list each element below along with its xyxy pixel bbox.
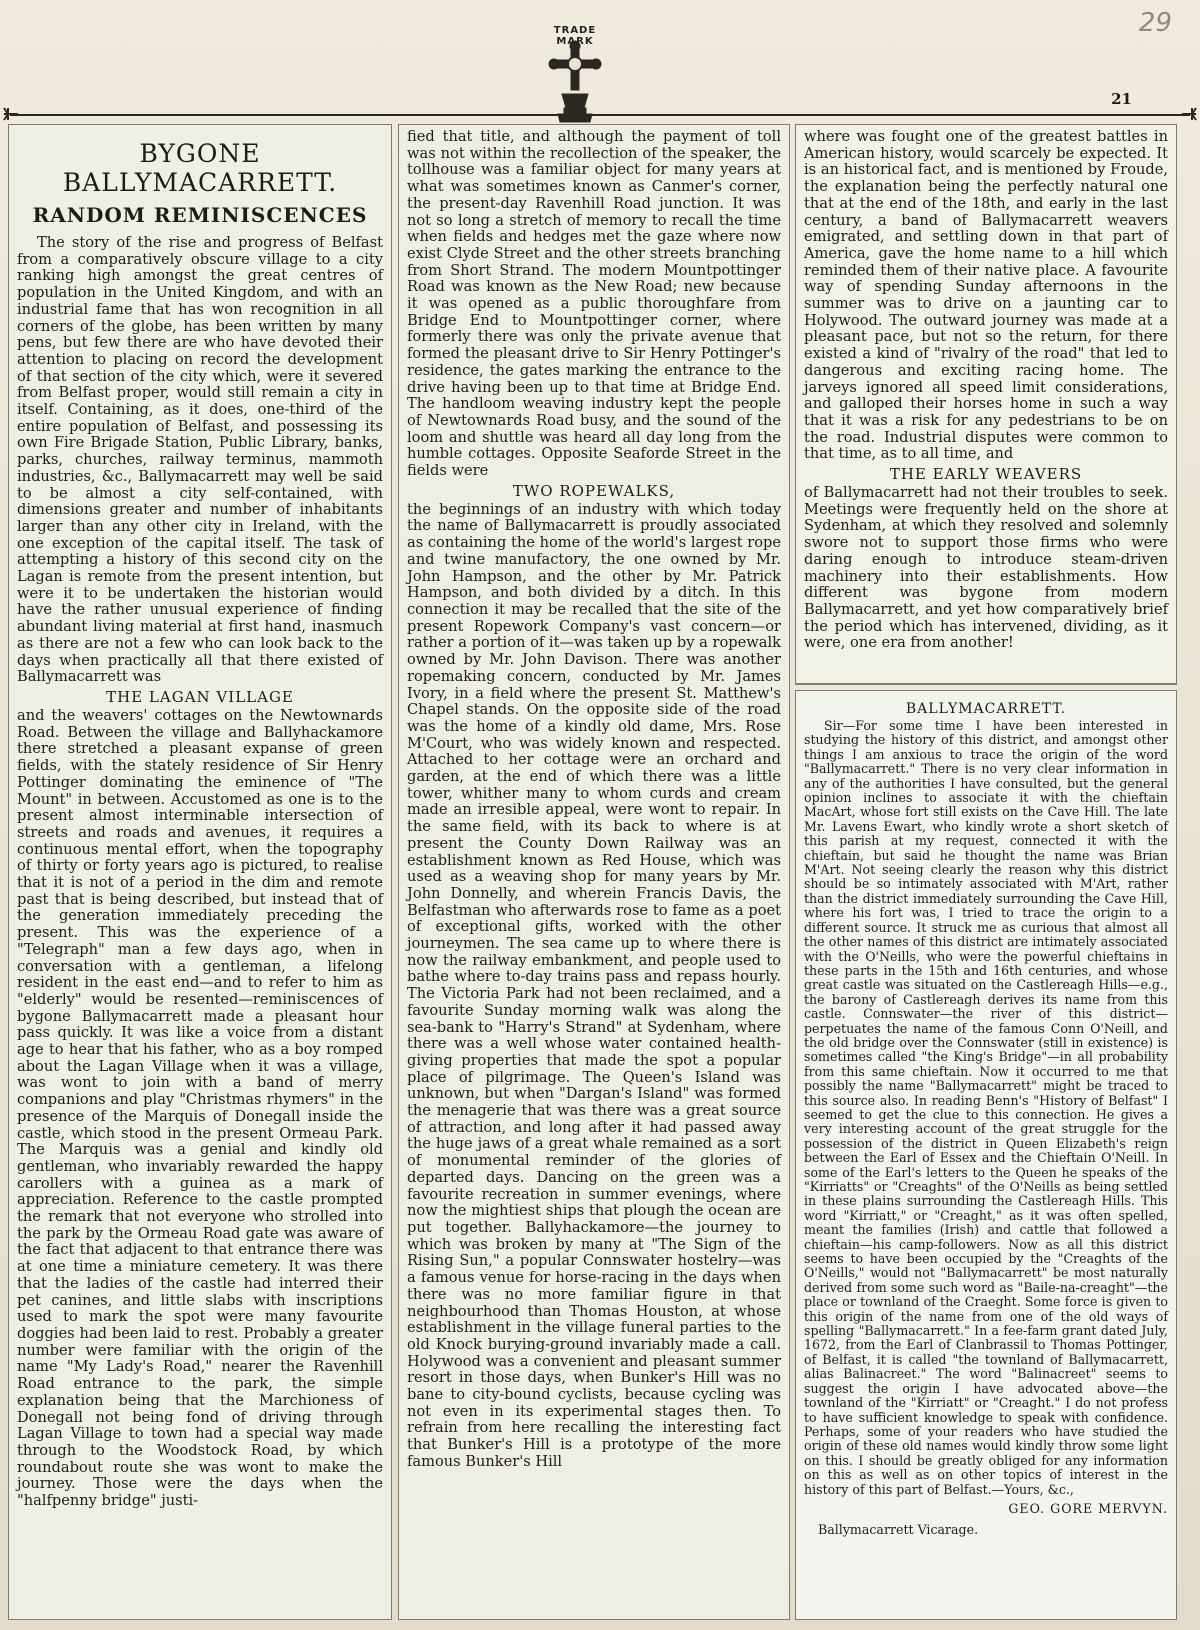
section-heading-lagan-village: THE LAGAN VILLAGE bbox=[106, 687, 294, 706]
handwritten-page-number: 29 bbox=[1138, 8, 1172, 38]
article-paragraph: the beginnings of an industry with which today the name of Ballymacarrett is proudly associated as containing the home of the world's largest rope and twine manufactory, the one owned by Mr. John Hampson, and the other by Mr. Patrick Hampson, and both divided by a ditch. In this connection it may be recalled that the site of the present Ropework Company's vast concern—or rather a portion of it—was taken up by a ropewalk owned by Mr. John Davison. There was another ropemaking concern, conducted by Mr. James Ivory, in a field where the present St. Matthew's Chapel stands. On the opposite side of the road was the home of a kindly old dame, Mrs. Rose M'Court, who was widely known and respected. Attached to her cottage were an orchard and garden, at the end of which there was a little tower, whither many to whom curds and cream made an irresible appeal, were wont to repair. In the same field, with its back to where is at present the County Down Railway was an establishment known as Red House, which was used as a weaving shop for many years by Mr. John Donnelly, and wherein Francis Davis, the Belfastman who afterwards rose to fame as a poet of exceptional gifts, worked with the other journeymen. The sea came up to where there is now the railway embankment, and people used to bathe where to-day trains pass and repass hourly. The Victoria Park had not been reclaimed, and a favourite Sunday morning walk was along the sea-bank to "Harry's Strand" at Sydenham, where there was a well whose water contained health-giving properties that made the spot a popular place of pilgrimage. The Queen's Island was unknown, but when "Dargan's Island" was formed the menagerie that was there was a great source of attraction, and long after it had passed away the huge jaws of a great whale remained as a sort of monumental reminder of the glories of departed days. Dancing on the green was a favourite recreation in summer evenings, where now the mightiest ships that plough the ocean are put together. Ballyhackamore—the journey to which was broken by many at "The Sign of the Rising Sun," a popular Connswater hostelry—was a famous venue for horse-racing in the days when there was no more familiar figure in that neighbourhood than Thomas Houston, at whose establishment in the village funeral parties to the old Knock burying-ground invariably made a call. Holywood was a convenient and pleasant summer resort in those days, when Bunker's Hill was no bane to city-bound cyclists, because cycling was not even in its experimental stages then. To refrain from here recalling the interesting fact that Bunker's Hill is a prototype of the more famous Bunker's Hill bbox=[407, 500, 781, 1470]
section-heading-early-weavers: THE EARLY WEAVERS bbox=[889, 465, 1083, 484]
letter-place: Ballymacarrett Vicarage. bbox=[818, 1521, 979, 1537]
page-number: 21 bbox=[1111, 90, 1132, 108]
letter-title: BALLYMACARRETT. bbox=[905, 701, 1067, 717]
letter-body: Sir—For some time I have been interested in studying the history of this district, and amongst other things I am anxious to trace the origin of the word "Ballymacarrett." There is no very clear information in any of the authorities I have consulted, but the general opinion inclines to associate it with the chieftain MacArt, whose fort still exists on the Cave Hill. The late Mr. Lavens Ewart, who kindly wrote a short sketch of this parish at my request, connected it with the chieftain, but said he thought the name was Brian M'Art. Not seeing clearly the reason why this district should be so intimately associated with M'Art, rather than the district immediately surrounding the Cave Hill, where his fort was, I tried to trace the origin to a different source. It struck me as curious that almost all the other names of this district are intimately associated with the O'Neills, who were the powerful chieftains in these parts in the 15th and 16th centuries, and whose great castle was situated on the Castlereagh Hills—e.g., the barony of Castlereagh derives its name from this castle. Connswater—the river of this district—perpetuates the name of the famous Conn O'Neill, and the old bridge over the Connswater (still in existence) is sometimes called "the King's Bridge"—in all probability from this same chieftain. Now it occurred to me that possibly the name "Ballymacarrett" might be traced to this source also. In reading Benn's "History of Belfast" I seemed to get the clue to this connection. He gives a very interesting account of the great struggle for the possession of the district in Queen Elizabeth's reign between the Earl of Essex and the Chieftain O'Neill. In some of the Earl's letters to the Queen he speaks of the "Kirriatts" or "Creaghts" of the O'Neills as being settled in these plains surrounding the Castlereagh Hills. This word "Kirriatt," or "Creaght," as it was often spelled, meant the families (Irish) and cattle that followed a chieftain—his camp-followers. Now as all this district seems to have been occupied by the "Creaghts of the O'Neills," would not "Ballymacarrett" be most naturally derived from some such word as "Baile-na-creaght"—the place or townland of the Craeght. Some force is given to this origin of the name from one of the old ways of spelling "Ballymacarrett." In a fee-farm grant dated July, 1672, from the Earl of Clanbrassil to Thomas Pottinger, of Belfast, it is called "the townland of Ballymacarrett, alias Balinacreet." The word "Balinacreet" seems to suggest the origin I have advocated above—the townland of the "Kirriatt" or "Creaght." I do not profess to have sufficient knowledge to speak with confidence. Perhaps, some of your readers who have studied the origin of these old names would kindly throw some light on this. I should be greatly obliged for any information on this as well as on other topics of interest in the history of this part of Belfast.—Yours, &c., bbox=[804, 718, 1168, 1497]
letter-to-editor bbox=[795, 690, 1177, 1620]
trade-mark-label: TRADE MARK bbox=[553, 25, 597, 47]
article-column-1 bbox=[8, 124, 392, 1620]
header-rule bbox=[10, 114, 1190, 116]
article-paragraph: and the weavers' cottages on the Newtownards Road. Between the village and Ballyhackamore there stretched a pleasant expanse of green fields, with the stately residence of Sir Henry Pottinger dominating the eminence of "The Mount" in between. Accustomed as one is to the present almost interminable intersection of streets and roads and avenues, it requires a continuous mental effort, when the topography of thirty or forty years ago is pictured, to realise that it is not of a period in the dim and remote past that is being described, but instead that of the generation immediately preceding the present. This was the experience of a "Telegraph" man a few days ago, when in conversation with a gentleman, a lifelong resident in the east end—and to refer to him as "elderly" would be resented—reminiscences of bygone Ballymacarrett made a pleasant hour pass quickly. It was like a voice from a distant age to hear that his father, who as a boy romped about the Lagan Village when it was a village, was wont to join with a band of merry companions and play "Christmas rhymers" in the presence of the Marquis of Donegall inside the castle, which stood in the present Ormeau Park. The Marquis was a genial and kindly old gentleman, who invariably rewarded the happy carollers with a guinea as a mark of appreciation. Reference to the castle prompted the remark that not everyone who strolled into the park by the Ormeau Road gate was aware of the fact that adjacent to that entrance there was at one time a miniature cemetery. It was there that the ladies of the castle had interred their pet canines, and little slabs with inscriptions used to mark the spot were many favourite doggies had been laid to rest. Probably a greater number were familiar with the origin of the name "My Lady's Road," nearer the Ravenhill Road entrance to the park, the simple explanation being that the Marchioness of Donegall not being fond of driving through Lagan Village to town had a special way made through to the Woodstock Road, by which roundabout route she was wont to make the journey. Those were the days when the "halfpenny bridge" justi- bbox=[17, 706, 383, 1510]
trade-mark-emblem bbox=[540, 25, 610, 128]
rule-ornament-right-icon bbox=[1180, 104, 1198, 124]
article-paragraph: of Ballymacarrett had not their troubles to seek. Meetings were frequently held on the shore at Sydenham, at which they resolved and solemnly swore not to support those firms who were daring enough to introduce steam-driven machinery into their establishments. How different was bygone from modern Ballymacarrett, and yet how comparatively brief the period which has intervened, dividing, as it were, one era from another! bbox=[804, 484, 1168, 652]
letter-signature: GEO. GORE MERVYN. bbox=[1008, 1500, 1168, 1516]
article-subheadline: RANDOM REMINISCENCES bbox=[32, 203, 368, 227]
article-paragraph: The story of the rise and progress of Belfast from a comparatively obscure village to a city ranking high amongst the great centres of population in the United Kingdom, and with an industrial fame that has won recognition in all corners of the globe, has been written by many pens, but few there are who have devoted their attention to placing on record the development of that section of the city which, were it severed from Belfast proper, would still remain a city in itself. Containing, as it does, one-third of the entire population of Belfast, and possessing its own Fire Brigade Station, Public Library, banks, parks, churches, railway terminus, mammoth industries, &c., Ballymacarrett may well be said to be almost a city self-contained, with dimensions greater and number of inhabitants larger than any other city in Ireland, with the one exception of the capital itself. The task of attempting a history of this second city on the Lagan is remote from the present intention, but were it to be undertaken the historian would have the rather unusual experience of finding abundant living material at first hand, inasmuch as there are not a few who can look back to the days when practically all that there existed of Ballymacarrett was bbox=[17, 234, 383, 686]
clipping-divider bbox=[795, 684, 1177, 685]
article-column-3 bbox=[795, 124, 1177, 684]
article-headline: BYGONE BALLYMACARRETT. bbox=[62, 139, 338, 197]
article-paragraph: where was fought one of the greatest battles in American history, would scarcely be expected. It is an historical fact, and is mentioned by Froude, the explanation being the perfectly natural one that at the end of the 18th, and early in the last century, a band of Ballymacarrett weavers emigrated, and settling down in that part of America, gave the home name to a hill which reminded them of their native place. A favourite way of spending Sunday afternoons in the summer was to drive on a jaunting car to Holywood. The outward journey was made at a pleasant pace, but not so the return, for there existed a kind of "rivalry of the road" that led to dangerous and exciting racing home. The jarveys ignored all speed limit considerations, and galloped their horses home in such a way that it was a risk for any pedestrians to be on the road. Industrial disputes were common to that time, as to all time, and bbox=[804, 128, 1168, 463]
section-heading-two-ropewalks: TWO ROPEWALKS, bbox=[512, 481, 676, 500]
article-paragraph: fied that title, and although the payment of toll was not within the recollection of the speaker, the tollhouse was a familiar object for many years at what was sometimes known as Canmer's corner, the present-day Ravenhill Road junction. It was not so long a stretch of memory to recall the time when fields and hedges met the gaze where now exist Clyde Street and the other streets branching from Short Strand. The modern Mountpottinger Road was known as the New Road; new because it was opened as a public thoroughfare from Bridge End to Mountpottinger corner, where formerly there was only the private avenue that formed the pleasant drive to Sir Henry Pottinger's residence, the gates marking the entrance to the drive having been up to that time at Bridge End. The handloom weaving industry kept the people of Newtownards Road busy, and the sound of the loom and shuttle was heard all day long from the humble cottages. Opposite Seaforde Street in the fields were bbox=[407, 128, 781, 480]
article-column-2 bbox=[398, 124, 790, 1620]
